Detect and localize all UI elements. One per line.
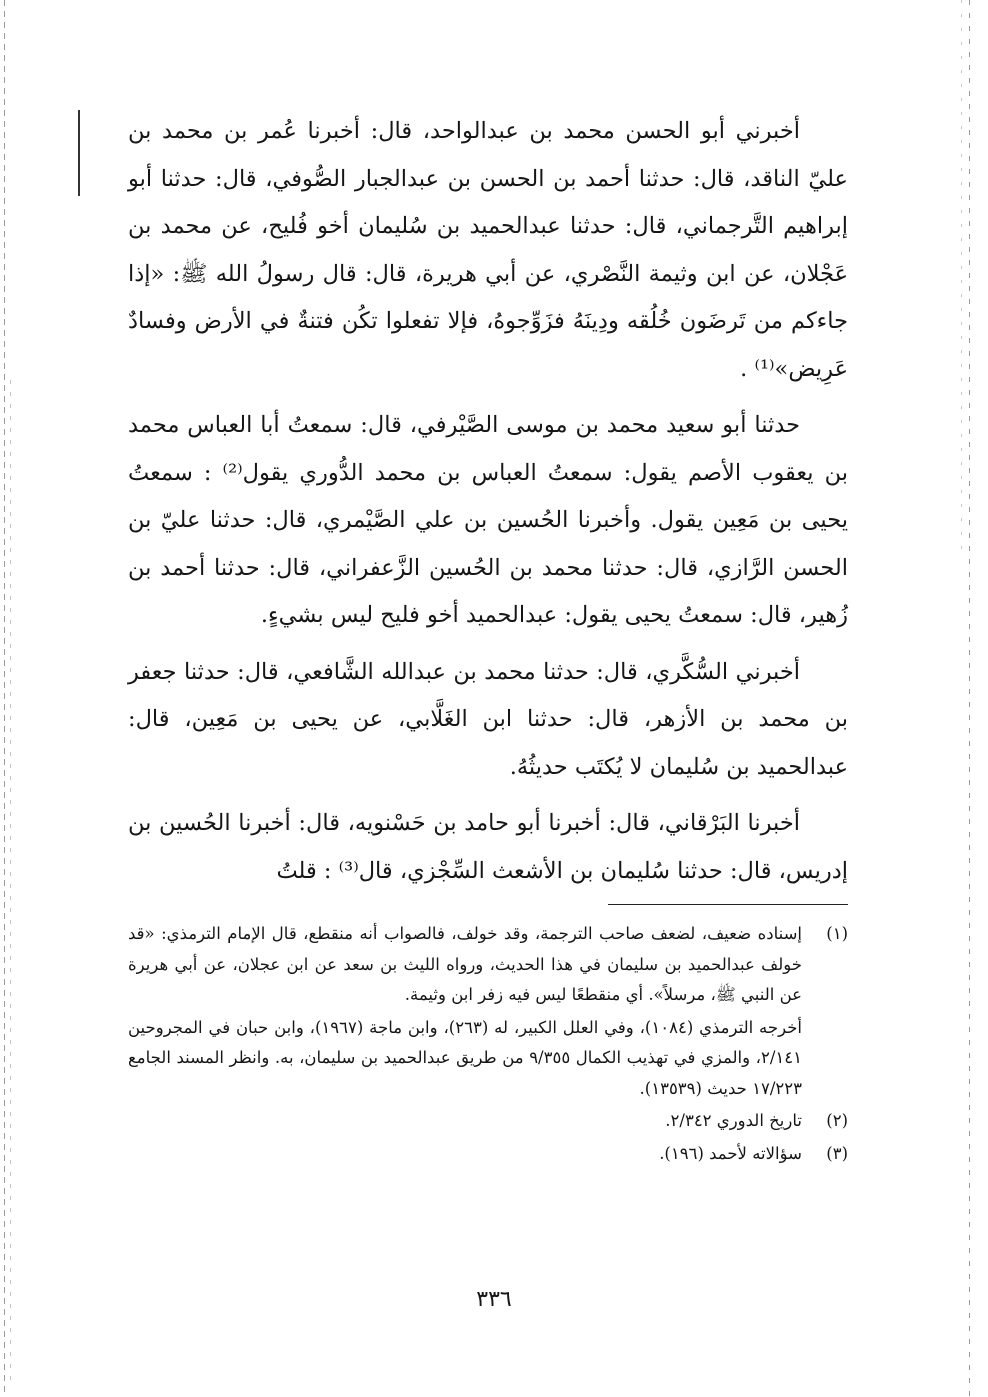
footnote-text: سؤالاته لأحمد (١٩٦). xyxy=(659,1143,802,1163)
scan-margin-line-left xyxy=(4,0,5,1397)
page-number: ٣٣٦ xyxy=(476,1287,512,1312)
footnote-3 xyxy=(128,1139,848,1170)
footnotes xyxy=(128,919,848,1169)
footnote-number: (٢) xyxy=(826,1111,848,1130)
footnote-number: (١) xyxy=(826,924,848,943)
footnote-2 xyxy=(128,1106,848,1137)
footnote-body xyxy=(128,919,802,1104)
paragraph-4: أخبرنا البَرْقاني، قال: أخبرنا أبو حامد بن حَسْنويه، قال: أخبرنا الحُسين بن إدريس، قال: حدثنا سُليمان بن الأشعث السِّجْزي، قال⁽³⁾ : قلتُ xyxy=(128,810,848,884)
footnote-1 xyxy=(128,919,848,1104)
page-body xyxy=(128,108,848,1171)
footnote-text: تاريخ الدوري ٢/٣٤٢. xyxy=(665,1111,802,1130)
paragraph-3: أخبرني السُّكَّري، قال: حدثنا محمد بن عبدالله الشَّافعي، قال: حدثنا جعفر بن محمد بن الأزهر، قال: حدثنا ابن الغَلَّابي، عن يحيى بن مَعِين، قال: عبدالحميد بن سُليمان لا يُكتَب حديثُهُ. xyxy=(128,658,848,780)
footnote-number: (٣) xyxy=(826,1143,848,1163)
scan-margin-line-left-faint xyxy=(10,380,11,1380)
footnote-body xyxy=(128,1106,802,1137)
scan-margin-line-right-faint xyxy=(961,0,962,560)
paragraph-1: أخبرني أبو الحسن محمد بن عبدالواحد، قال: أخبرنا عُمر بن محمد بن عليّ الناقد، قال: حدثنا أحمد بن الحسن بن عبدالجبار الصُّوفي، قال: حدثنا أبو إبراهيم التَّرجماني، قال: حدثنا عبدالحميد بن سُليمان أخو فُليح، عن محمد بن عَجْلان، عن ابن وثيمة النَّصْري، عن أبي هريرة، قال: قال رسولُ الله ﷺ: «إذا جاءكم من تَرضَون خُلُقه ودِينَهُ فزَوِّجوهُ، فإلا تفعلوا تكُن فتنةٌ في الأرض وفسادٌ عَرِيض»⁽¹⁾ . xyxy=(128,118,848,382)
footnote-separator xyxy=(608,904,848,905)
main-text xyxy=(128,108,848,895)
paragraph-2: حدثنا أبو سعيد محمد بن موسى الصَّيْرفي، قال: سمعتُ أبا العباس محمد بن يعقوب الأصم يقول: سمعتُ العباس بن محمد الدُّوري يقول⁽²⁾ : سمعتُ يحيى بن مَعِين يقول. وأخبرنا الحُسين بن علي الصَّيْمري، قال: حدثنا عليّ بن الحسن الرَّازي، قال: حدثنا محمد بن الحُسين الزَّعفراني، قال: حدثنا أحمد بن زُهير، قال: سمعتُ يحيى يقول: عبدالحميد أخو فليح ليس بشيءٍ. xyxy=(128,412,848,628)
footnote-body xyxy=(128,1139,802,1170)
scan-margin-line-right xyxy=(969,0,970,1397)
footnote-text: إسناده ضعيف، لضعف صاحب الترجمة، وقد خولف، فالصواب أنه منقطع، قال الإمام الترمذي: «قد خولف عبدالحميد بن سليمان في هذا الحديث، ورواه الليث بن سعد عن ابن عجلان، عن أبي هريرة عن النبي ﷺ، مرسلاً». أي منقطعًا ليس فيه زفر ابن وثيمة. xyxy=(128,924,802,1004)
footnote-text: أخرجه الترمذي (١٠٨٤)، وفي العلل الكبير، له (٢٦٣)، وابن ماجة (١٩٦٧)، وابن حبان في المجروحين ٢/١٤١، والمزي في تهذيب الكمال ٩/٣٥٥ من طريق عبدالحميد بن سليمان، به. وانظر المسند الجامع ١٧/٢٢٣ حديث (١٣٥٣٩). xyxy=(128,1017,803,1098)
scan-margin-mark xyxy=(78,110,80,196)
